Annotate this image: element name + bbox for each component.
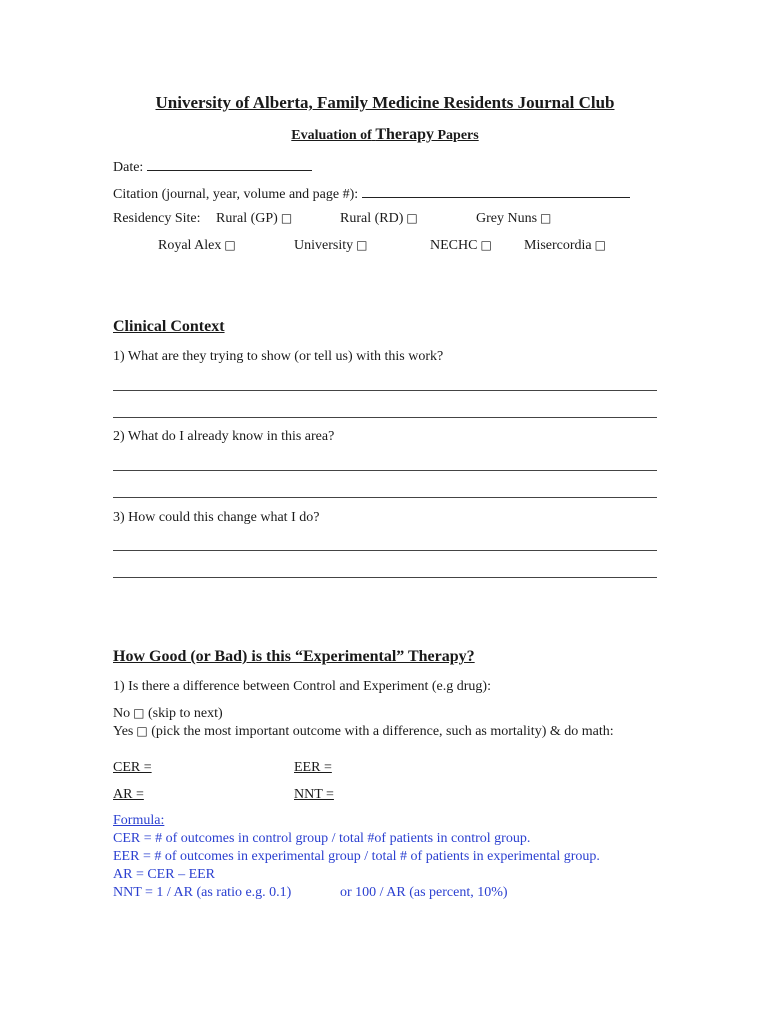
formula-line-cer: CER = # of outcomes in control group / total #of patients in control group. — [113, 831, 531, 846]
checkbox-icon[interactable]: □ — [480, 238, 492, 252]
clinical-question-1: 1) What are they trying to show (or tell us) with this work? — [113, 349, 444, 364]
date-blank[interactable] — [147, 157, 312, 171]
residency-label: Residency Site: — [113, 211, 201, 226]
clinical-question-3: 3) How could this change what I do? — [113, 510, 320, 525]
option-no[interactable] — [113, 706, 223, 722]
answer-line[interactable] — [113, 390, 657, 391]
citation-field — [113, 184, 630, 203]
clinical-question-2: 2) What do I already know in this area? — [113, 429, 335, 444]
date-field — [113, 157, 312, 176]
answer-line[interactable] — [113, 417, 657, 418]
checkbox-icon[interactable]: □ — [356, 238, 368, 252]
page-subtitle — [0, 126, 770, 144]
nnt-field[interactable]: NNT = — [294, 787, 334, 802]
yes-note: (pick the most important outcome with a difference, such as mortality) & do math: — [151, 724, 614, 739]
site-label: Royal Alex — [158, 238, 222, 253]
residency-site-row — [113, 211, 201, 227]
checkbox-icon[interactable]: □ — [136, 724, 148, 738]
no-note: (skip to next) — [147, 706, 223, 721]
yes-label: Yes — [113, 724, 134, 739]
site-option-rural-rd[interactable] — [340, 211, 418, 227]
date-label: Date: — [113, 160, 144, 175]
formula-nnt-alt: or 100 / AR (as percent, 10%) — [340, 885, 508, 900]
site-option-rural-gp[interactable] — [216, 211, 292, 227]
site-label: Rural (GP) — [216, 211, 278, 226]
therapy-heading: How Good (or Bad) is this “Experimental” Therapy? — [113, 648, 475, 665]
formula-line-ar: AR = CER – EER — [113, 867, 216, 882]
site-option-university[interactable] — [294, 238, 367, 254]
answer-line[interactable] — [113, 497, 657, 498]
subtitle-prefix: Evaluation of — [291, 128, 372, 143]
eer-field[interactable]: EER = — [294, 760, 332, 775]
formula-heading: Formula: — [113, 813, 165, 828]
citation-label: Citation (journal, year, volume and page #): — [113, 187, 359, 202]
no-label: No — [113, 706, 131, 721]
formula-line-nnt: NNT = 1 / AR (as ratio e.g. 0.1) — [113, 885, 292, 900]
ar-field[interactable]: AR = — [113, 787, 144, 802]
checkbox-icon[interactable]: □ — [540, 211, 552, 225]
site-label: Grey Nuns — [476, 211, 538, 226]
answer-line[interactable] — [113, 577, 657, 578]
site-label: University — [294, 238, 354, 253]
site-label: Misercordia — [524, 238, 592, 253]
site-label: NECHC — [430, 238, 478, 253]
clinical-context-heading: Clinical Context — [113, 318, 225, 335]
checkbox-icon[interactable]: □ — [224, 238, 236, 252]
site-label: Rural (RD) — [340, 211, 404, 226]
checkbox-icon[interactable]: □ — [406, 211, 418, 225]
cer-field[interactable]: CER = — [113, 760, 152, 775]
site-option-royal-alex[interactable] — [158, 238, 236, 254]
checkbox-icon[interactable]: □ — [133, 706, 145, 720]
answer-line[interactable] — [113, 470, 657, 471]
subtitle-emphasis: Therapy — [375, 126, 434, 143]
formula-line-eer: EER = # of outcomes in experimental group / total # of patients in experimental group. — [113, 849, 600, 864]
site-option-nechc[interactable] — [430, 238, 492, 254]
subtitle-suffix: Papers — [437, 128, 479, 143]
citation-blank[interactable] — [362, 184, 630, 198]
checkbox-icon[interactable]: □ — [594, 238, 606, 252]
site-option-misercordia[interactable] — [524, 238, 606, 254]
page-title: University of Alberta, Family Medicine Residents Journal Club — [155, 93, 615, 112]
site-option-grey-nuns[interactable] — [476, 211, 551, 227]
therapy-question-1: 1) Is there a difference between Control and Experiment (e.g drug): — [113, 679, 491, 694]
checkbox-icon[interactable]: □ — [280, 211, 293, 225]
answer-line[interactable] — [113, 550, 657, 551]
option-yes[interactable] — [113, 724, 614, 740]
